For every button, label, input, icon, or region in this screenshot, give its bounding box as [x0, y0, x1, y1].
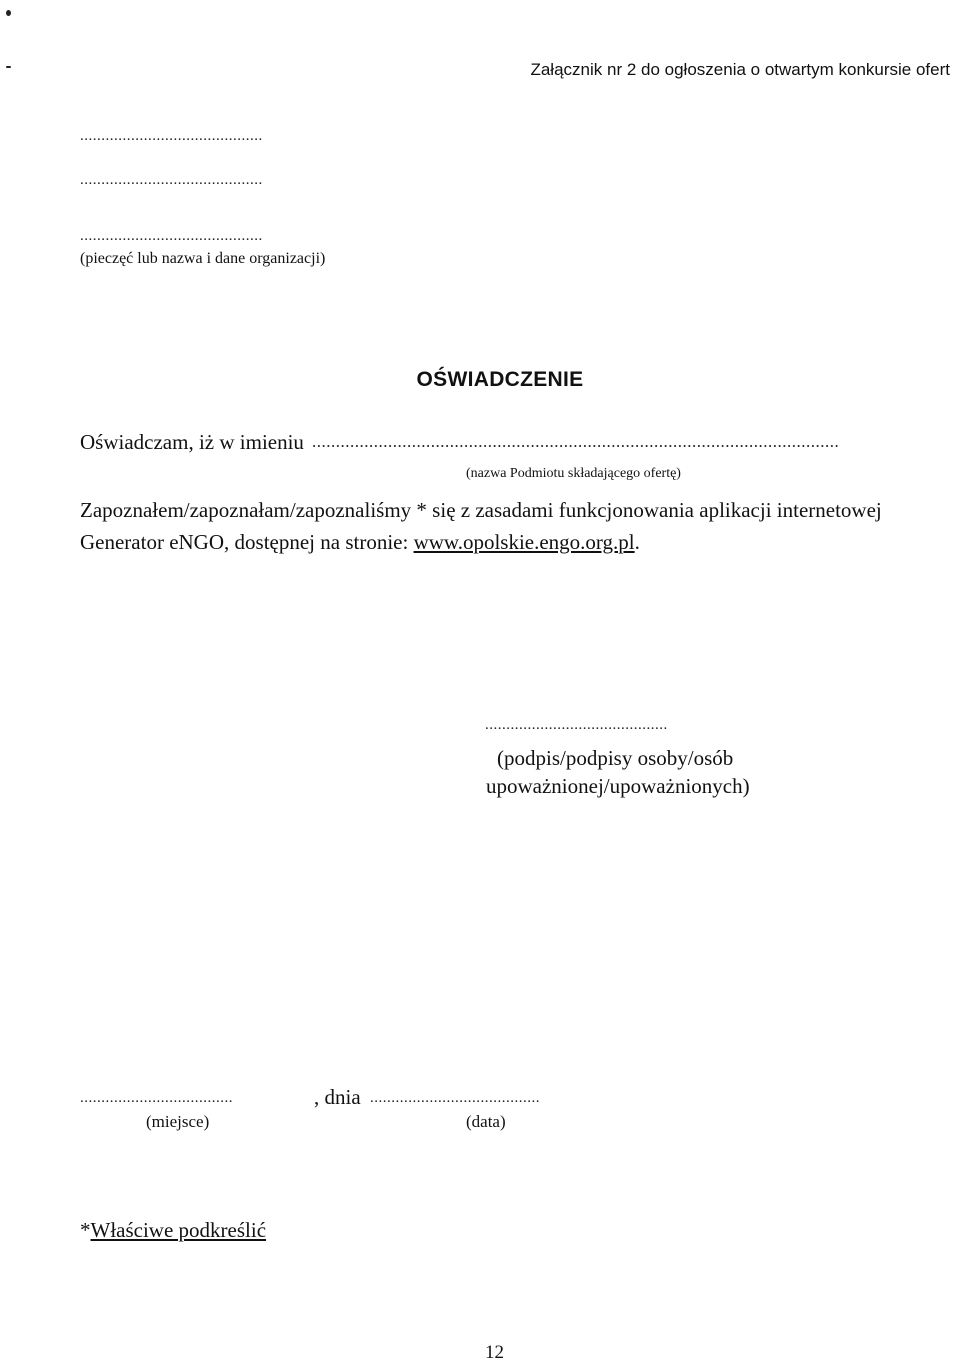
declaration-intro: Oświadczam, iż w imieniu	[80, 430, 304, 454]
declaration-line-2-prefix: Generator eNGO, dostępnej na stronie:	[80, 530, 414, 554]
declaration-line-1: Zapoznałem/zapoznałam/zapoznaliśmy * się z zasadami funkcjonowania aplikacji internetowej	[80, 498, 882, 522]
scan-speck-top	[6, 10, 11, 16]
footnote-text: Właściwe podkreślić	[90, 1218, 267, 1242]
organization-caption: (pieczęć lub nazwa i dane organizacji)	[80, 250, 326, 267]
signature-dots: ...........................................	[485, 717, 668, 733]
scan-speck-mark	[6, 66, 11, 68]
generator-link[interactable]: www.opolskie.engo.org.pl	[413, 530, 635, 554]
declaration-line-2-suffix: .	[634, 530, 640, 554]
declaration-line-2	[80, 530, 640, 555]
page-number: 12	[485, 1342, 504, 1363]
attachment-note: Załącznik nr 2 do ogłoszenia o otwartym konkursie ofert	[530, 60, 950, 79]
place-caption: (miejsce)	[146, 1112, 210, 1131]
signature-caption-line-1: (podpis/podpisy osoby/osób	[497, 746, 734, 770]
place-dots: ....................................	[80, 1090, 233, 1106]
footnote	[80, 1218, 266, 1243]
date-caption: (data)	[466, 1112, 506, 1131]
organization-dots-line-3: ...........................................	[80, 228, 263, 244]
date-dots: ........................................	[370, 1090, 540, 1106]
declaration-dots: ...............................................................................................................	[312, 432, 840, 451]
organization-dots-line-1: ...........................................	[80, 128, 263, 144]
declaration-caption: (nazwa Podmiotu składającego ofertę)	[466, 466, 681, 481]
footnote-asterisk: *	[80, 1218, 91, 1242]
dnia-label: , dnia	[314, 1085, 361, 1109]
document-title: OŚWIADCZENIE	[416, 368, 584, 391]
organization-dots-line-2: ...........................................	[80, 172, 263, 188]
signature-caption-line-2: upoważnionej/upoważnionych)	[486, 774, 750, 798]
